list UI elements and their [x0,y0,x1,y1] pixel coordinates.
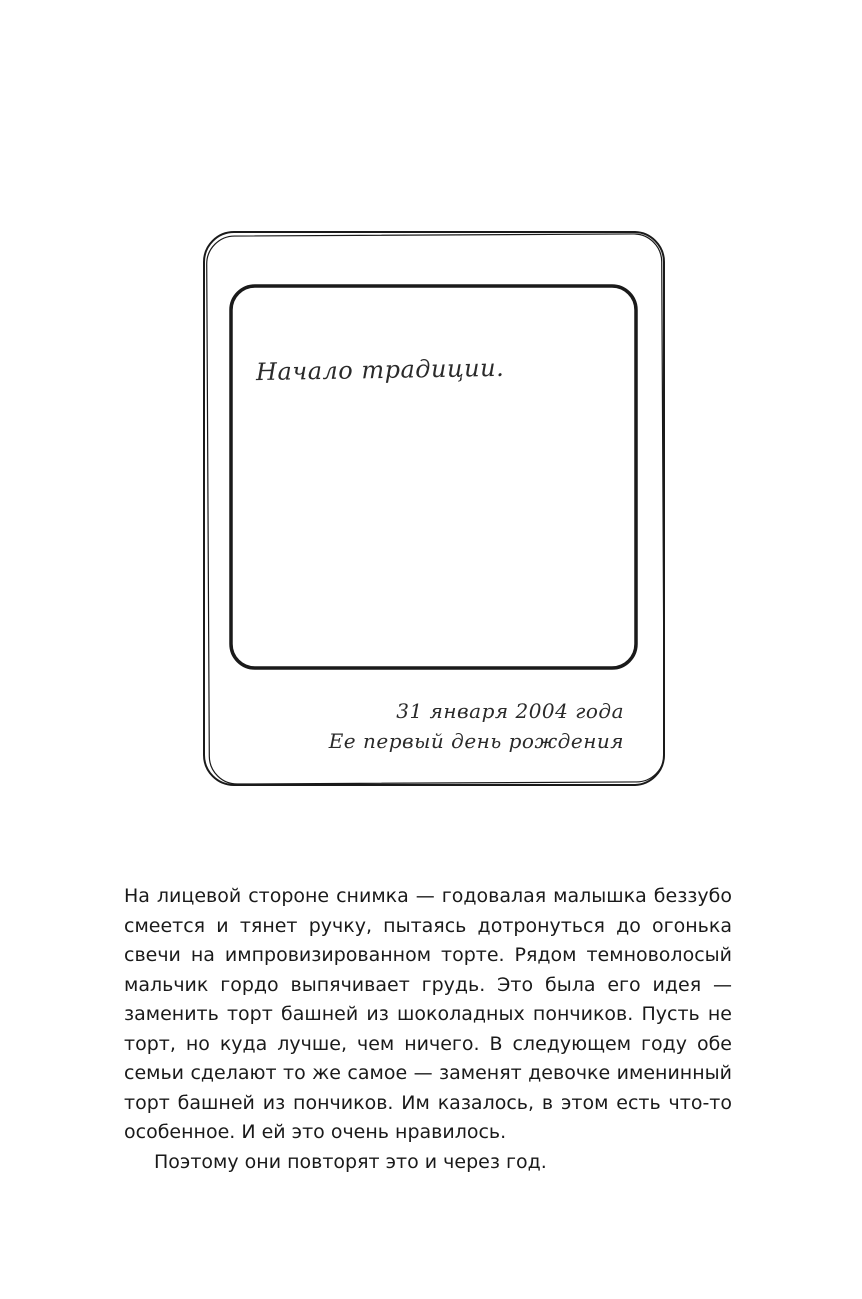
polaroid-photo-card [198,226,670,791]
caption-date: 31 января 2004 года [396,699,624,723]
paragraph: На лицевой стороне снимка — годовалая малышка беззубо смеется и тянет ручку, пытаясь дотронуться до огонька свечи на импровизированном торте. Рядом темноволосый мальчик гордо выпячивает грудь. Это была его идея — заменить торт башней из шоколадных пончиков. Пусть не торт, но куда лучше, чем ничего. В следующем году обе семьи сделают то же самое — заменят девочке именинный торт башней из пончиков. Им казалось, в этом есть что-то особенное. И ей это очень нравилось. [124,885,732,1143]
caption-subtitle: Ее первый день рождения [328,729,624,753]
polaroid-photo-area [231,286,636,668]
paragraph: Поэтому они повторят это и через год. [154,1150,547,1173]
caption-top: Начало традиции. [255,353,505,387]
body-text [124,882,732,1177]
